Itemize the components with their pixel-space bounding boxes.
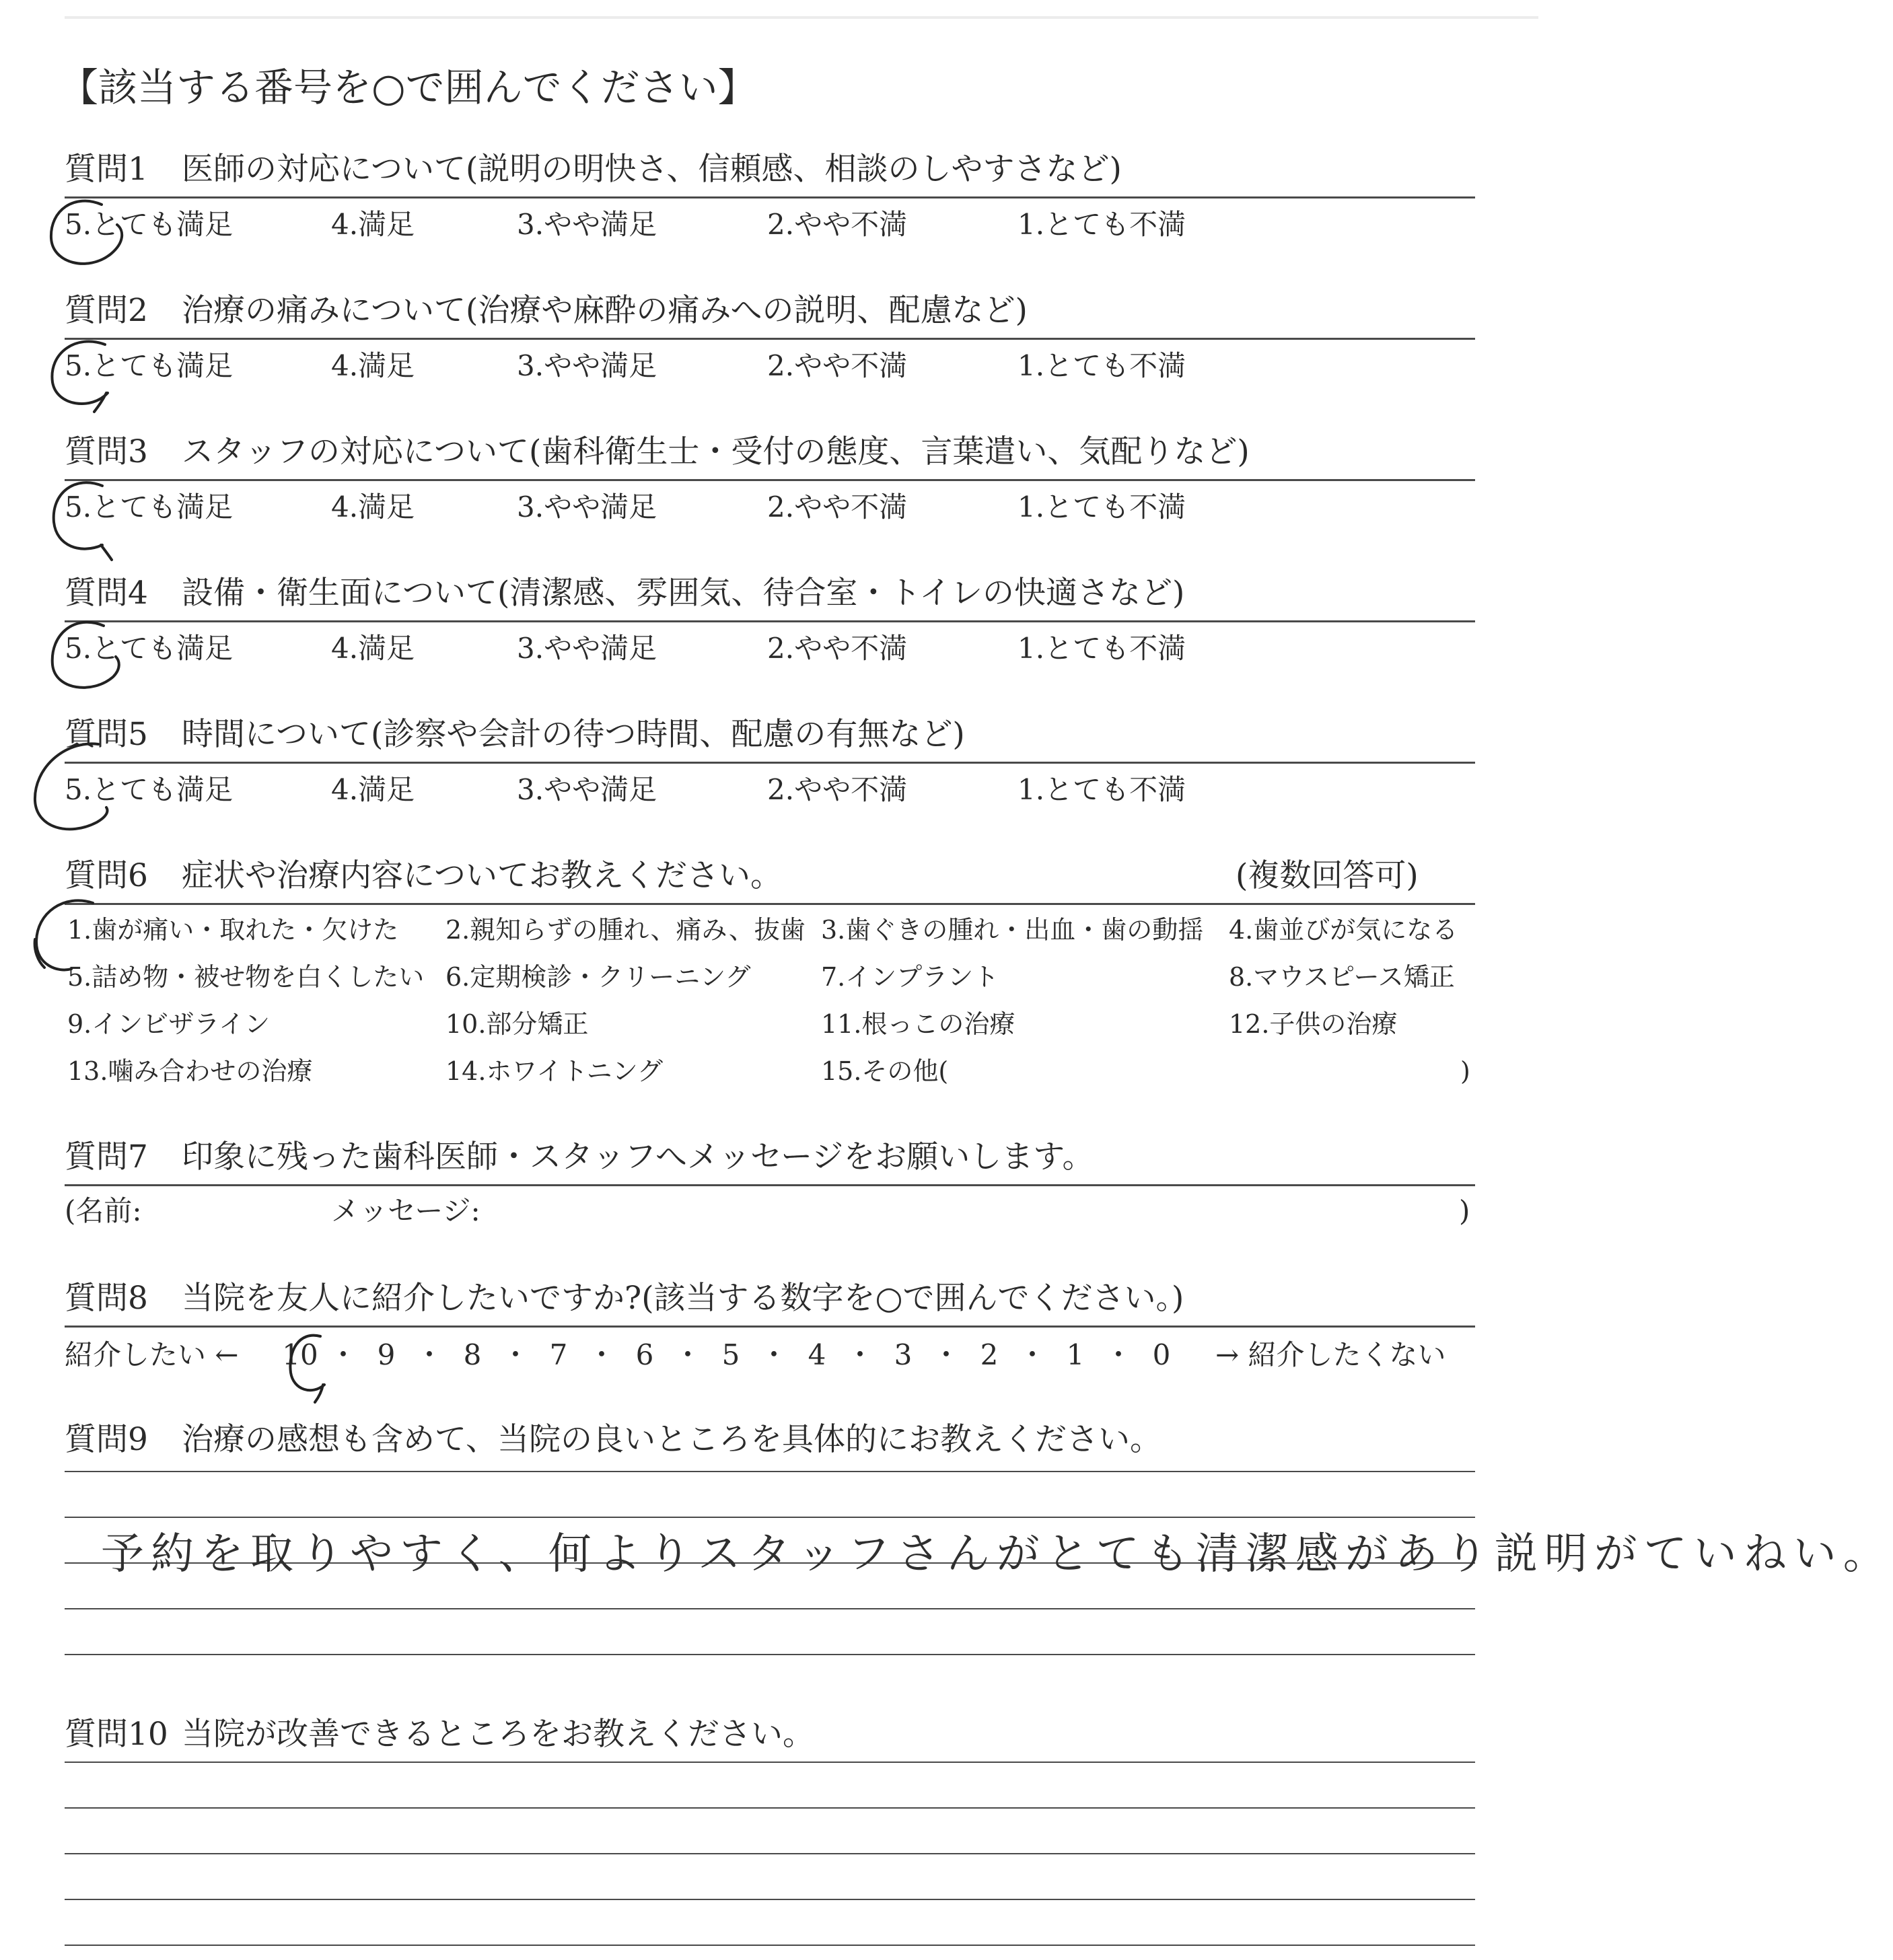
- message-close-paren: ): [1459, 1194, 1470, 1227]
- symptom-option[interactable]: 6.定期検診・クリーニング: [445, 962, 751, 992]
- scale-separator: ・: [587, 1338, 616, 1371]
- question-number: 質問3: [65, 433, 148, 470]
- option-5[interactable]: 5.とても満足: [65, 773, 234, 806]
- question-10: [65, 1714, 1478, 1957]
- question-rule: [65, 620, 1475, 622]
- question-text: 症状や治療内容についてお教えください。: [182, 857, 783, 894]
- question-text: スタッフの対応について(歯科衛生士・受付の態度、言葉遣い、気配りなど): [182, 433, 1250, 470]
- symptom-option[interactable]: 15.その他(: [821, 1056, 949, 1086]
- question-text: 印象に残った歯科医師・スタッフへメッセージをお願いします。: [182, 1138, 1094, 1175]
- option-1[interactable]: 1.とても不満: [1017, 773, 1186, 806]
- option-4[interactable]: 4.満足: [331, 349, 415, 382]
- option-1[interactable]: 1.とても不満: [1017, 208, 1186, 241]
- scale-value-8[interactable]: 8: [463, 1338, 482, 1371]
- symptom-option[interactable]: 5.詰め物・被せ物を白くしたい: [67, 962, 425, 992]
- scale-separator: ・: [1104, 1338, 1133, 1371]
- symptom-option[interactable]: 4.歯並びが気になる: [1229, 915, 1458, 945]
- symptom-option[interactable]: 12.子供の治療: [1229, 1009, 1398, 1039]
- recommend-scale: [280, 1338, 1249, 1373]
- scale-value-5[interactable]: 5: [721, 1338, 740, 1371]
- option-2[interactable]: 2.やや不満: [767, 349, 908, 382]
- question-rule: [65, 196, 1475, 198]
- instruction-header: 【該当する番号を○で囲んでください】: [59, 65, 757, 110]
- option-4[interactable]: 4.満足: [331, 491, 415, 523]
- question-text: 治療の感想も含めて、当院の良いところを具体的にお教えください。: [182, 1421, 1162, 1458]
- question-number: 質問9: [65, 1421, 148, 1458]
- symptom-option[interactable]: 3.歯ぐきの腫れ・出血・歯の動揺: [821, 915, 1204, 945]
- handwritten-answer: 予約を取りやすく、何よりスタッフさんがとても清潔感があり説明がていねい。: [101, 1529, 1893, 1579]
- scale-value-3[interactable]: 3: [894, 1338, 913, 1371]
- option-2[interactable]: 2.やや不満: [767, 773, 908, 806]
- question-text: 設備・衛生面について(清潔感、雰囲気、待合室・トイレの快適さなど): [182, 575, 1185, 612]
- scale-value-4[interactable]: 4: [808, 1338, 826, 1371]
- symptom-option[interactable]: 9.インビザライン: [67, 1009, 271, 1039]
- option-3[interactable]: 3.やや満足: [517, 773, 657, 806]
- option-1[interactable]: 1.とても不満: [1017, 632, 1186, 665]
- option-4[interactable]: 4.満足: [331, 208, 415, 241]
- question-number: 質問8: [65, 1280, 148, 1317]
- question-8: [65, 1278, 1478, 1386]
- question-number: 質問6: [65, 857, 148, 894]
- answer-line: [65, 1608, 1475, 1609]
- option-3[interactable]: 3.やや満足: [517, 491, 657, 523]
- question-rule: [65, 338, 1475, 340]
- question-text: 医師の対応について(説明の明快さ、信頼感、相談のしやすさなど): [182, 151, 1122, 188]
- question-number: 質問1: [65, 151, 148, 188]
- option-2[interactable]: 2.やや不満: [767, 491, 908, 523]
- symptom-option[interactable]: 11.根っこの治療: [821, 1009, 1015, 1039]
- question-rule: [65, 903, 1475, 905]
- symptom-option[interactable]: 1.歯が痛い・取れた・欠けた: [67, 915, 399, 945]
- scale-value-7[interactable]: 7: [549, 1338, 568, 1371]
- symptom-option[interactable]: 8.マウスピース矯正: [1229, 962, 1455, 992]
- option-4[interactable]: 4.満足: [331, 632, 415, 665]
- option-4[interactable]: 4.満足: [331, 773, 415, 806]
- scale-separator: ・: [1017, 1338, 1046, 1371]
- question-text: 当院が改善できるところをお教えください。: [182, 1716, 814, 1753]
- scale-value-9[interactable]: 9: [377, 1338, 396, 1371]
- question-6: [65, 856, 1478, 1098]
- scale-value-1[interactable]: 1: [1066, 1338, 1085, 1371]
- scale-separator: ・: [931, 1338, 960, 1371]
- name-label: (名前:: [65, 1194, 142, 1227]
- option-2[interactable]: 2.やや不満: [767, 208, 908, 241]
- message-label: メッセージ:: [331, 1194, 480, 1227]
- scale-separator: ・: [415, 1338, 443, 1371]
- option-5[interactable]: 5.とても満足: [65, 491, 234, 523]
- recommend-right-label: → 紹介したくない: [1215, 1338, 1446, 1371]
- symptom-option[interactable]: 13.噛み合わせの治療: [67, 1056, 313, 1086]
- option-1[interactable]: 1.とても不満: [1017, 491, 1186, 523]
- question-rule: [65, 1184, 1475, 1186]
- answer-line: [65, 1807, 1475, 1809]
- answer-line: [65, 1853, 1475, 1854]
- option-3[interactable]: 3.やや満足: [517, 632, 657, 665]
- option-3[interactable]: 3.やや満足: [517, 208, 657, 241]
- scale-separator: ・: [845, 1338, 874, 1371]
- answer-line: [65, 1899, 1475, 1900]
- symptom-option[interactable]: 7.インプラント: [821, 962, 999, 992]
- symptom-option[interactable]: 10.部分矯正: [445, 1009, 589, 1039]
- question-rule: [65, 1326, 1475, 1328]
- question-text: 時間について(診察や会計の待つ時間、配慮の有無など): [182, 716, 965, 753]
- question-number: 質問5: [65, 716, 148, 753]
- symptom-option[interactable]: 14.ホワイトニング: [445, 1056, 664, 1086]
- option-5[interactable]: 5.とても満足: [65, 349, 234, 382]
- question-text: 治療の痛みについて(治療や麻酔の痛みへの説明、配慮など): [182, 292, 1028, 329]
- answer-line: [65, 1945, 1475, 1946]
- scale-separator: ・: [759, 1338, 788, 1371]
- answer-line: [65, 1762, 1475, 1763]
- question-text: 当院を友人に紹介したいですか?(該当する数字を○で囲んでください。): [182, 1280, 1184, 1317]
- symptom-option[interactable]: 2.親知らずの腫れ、痛み、抜歯: [445, 915, 806, 945]
- top-edge: [65, 16, 1538, 19]
- option-5[interactable]: 5.とても満足: [65, 208, 234, 241]
- question-rule: [65, 479, 1475, 481]
- question-number: 質問4: [65, 575, 148, 612]
- scale-value-2[interactable]: 2: [980, 1338, 999, 1371]
- question-number: 質問7: [65, 1138, 148, 1175]
- scale-value-10[interactable]: 10: [282, 1338, 318, 1371]
- option-3[interactable]: 3.やや満足: [517, 349, 657, 382]
- answer-line: [65, 1654, 1475, 1655]
- option-1[interactable]: 1.とても不満: [1017, 349, 1186, 382]
- question-rule: [65, 762, 1475, 764]
- scale-value-0[interactable]: 0: [1152, 1338, 1171, 1371]
- question-number: 質問10: [65, 1716, 168, 1753]
- answer-line: [65, 1517, 1475, 1518]
- recommend-left-label: 紹介したい ←: [65, 1338, 239, 1371]
- question-number: 質問2: [65, 292, 148, 329]
- option-5[interactable]: 5.とても満足: [65, 632, 234, 665]
- scale-value-6[interactable]: 6: [635, 1338, 654, 1371]
- answer-line: [65, 1471, 1475, 1472]
- scale-separator: ・: [673, 1338, 702, 1371]
- multiple-answer-note: (複数回答可): [1236, 857, 1419, 894]
- scale-separator: ・: [501, 1338, 530, 1371]
- option-2[interactable]: 2.やや不満: [767, 632, 908, 665]
- scale-separator: ・: [328, 1338, 357, 1371]
- other-close-paren: ): [1460, 1056, 1470, 1086]
- question-7: [65, 1137, 1478, 1238]
